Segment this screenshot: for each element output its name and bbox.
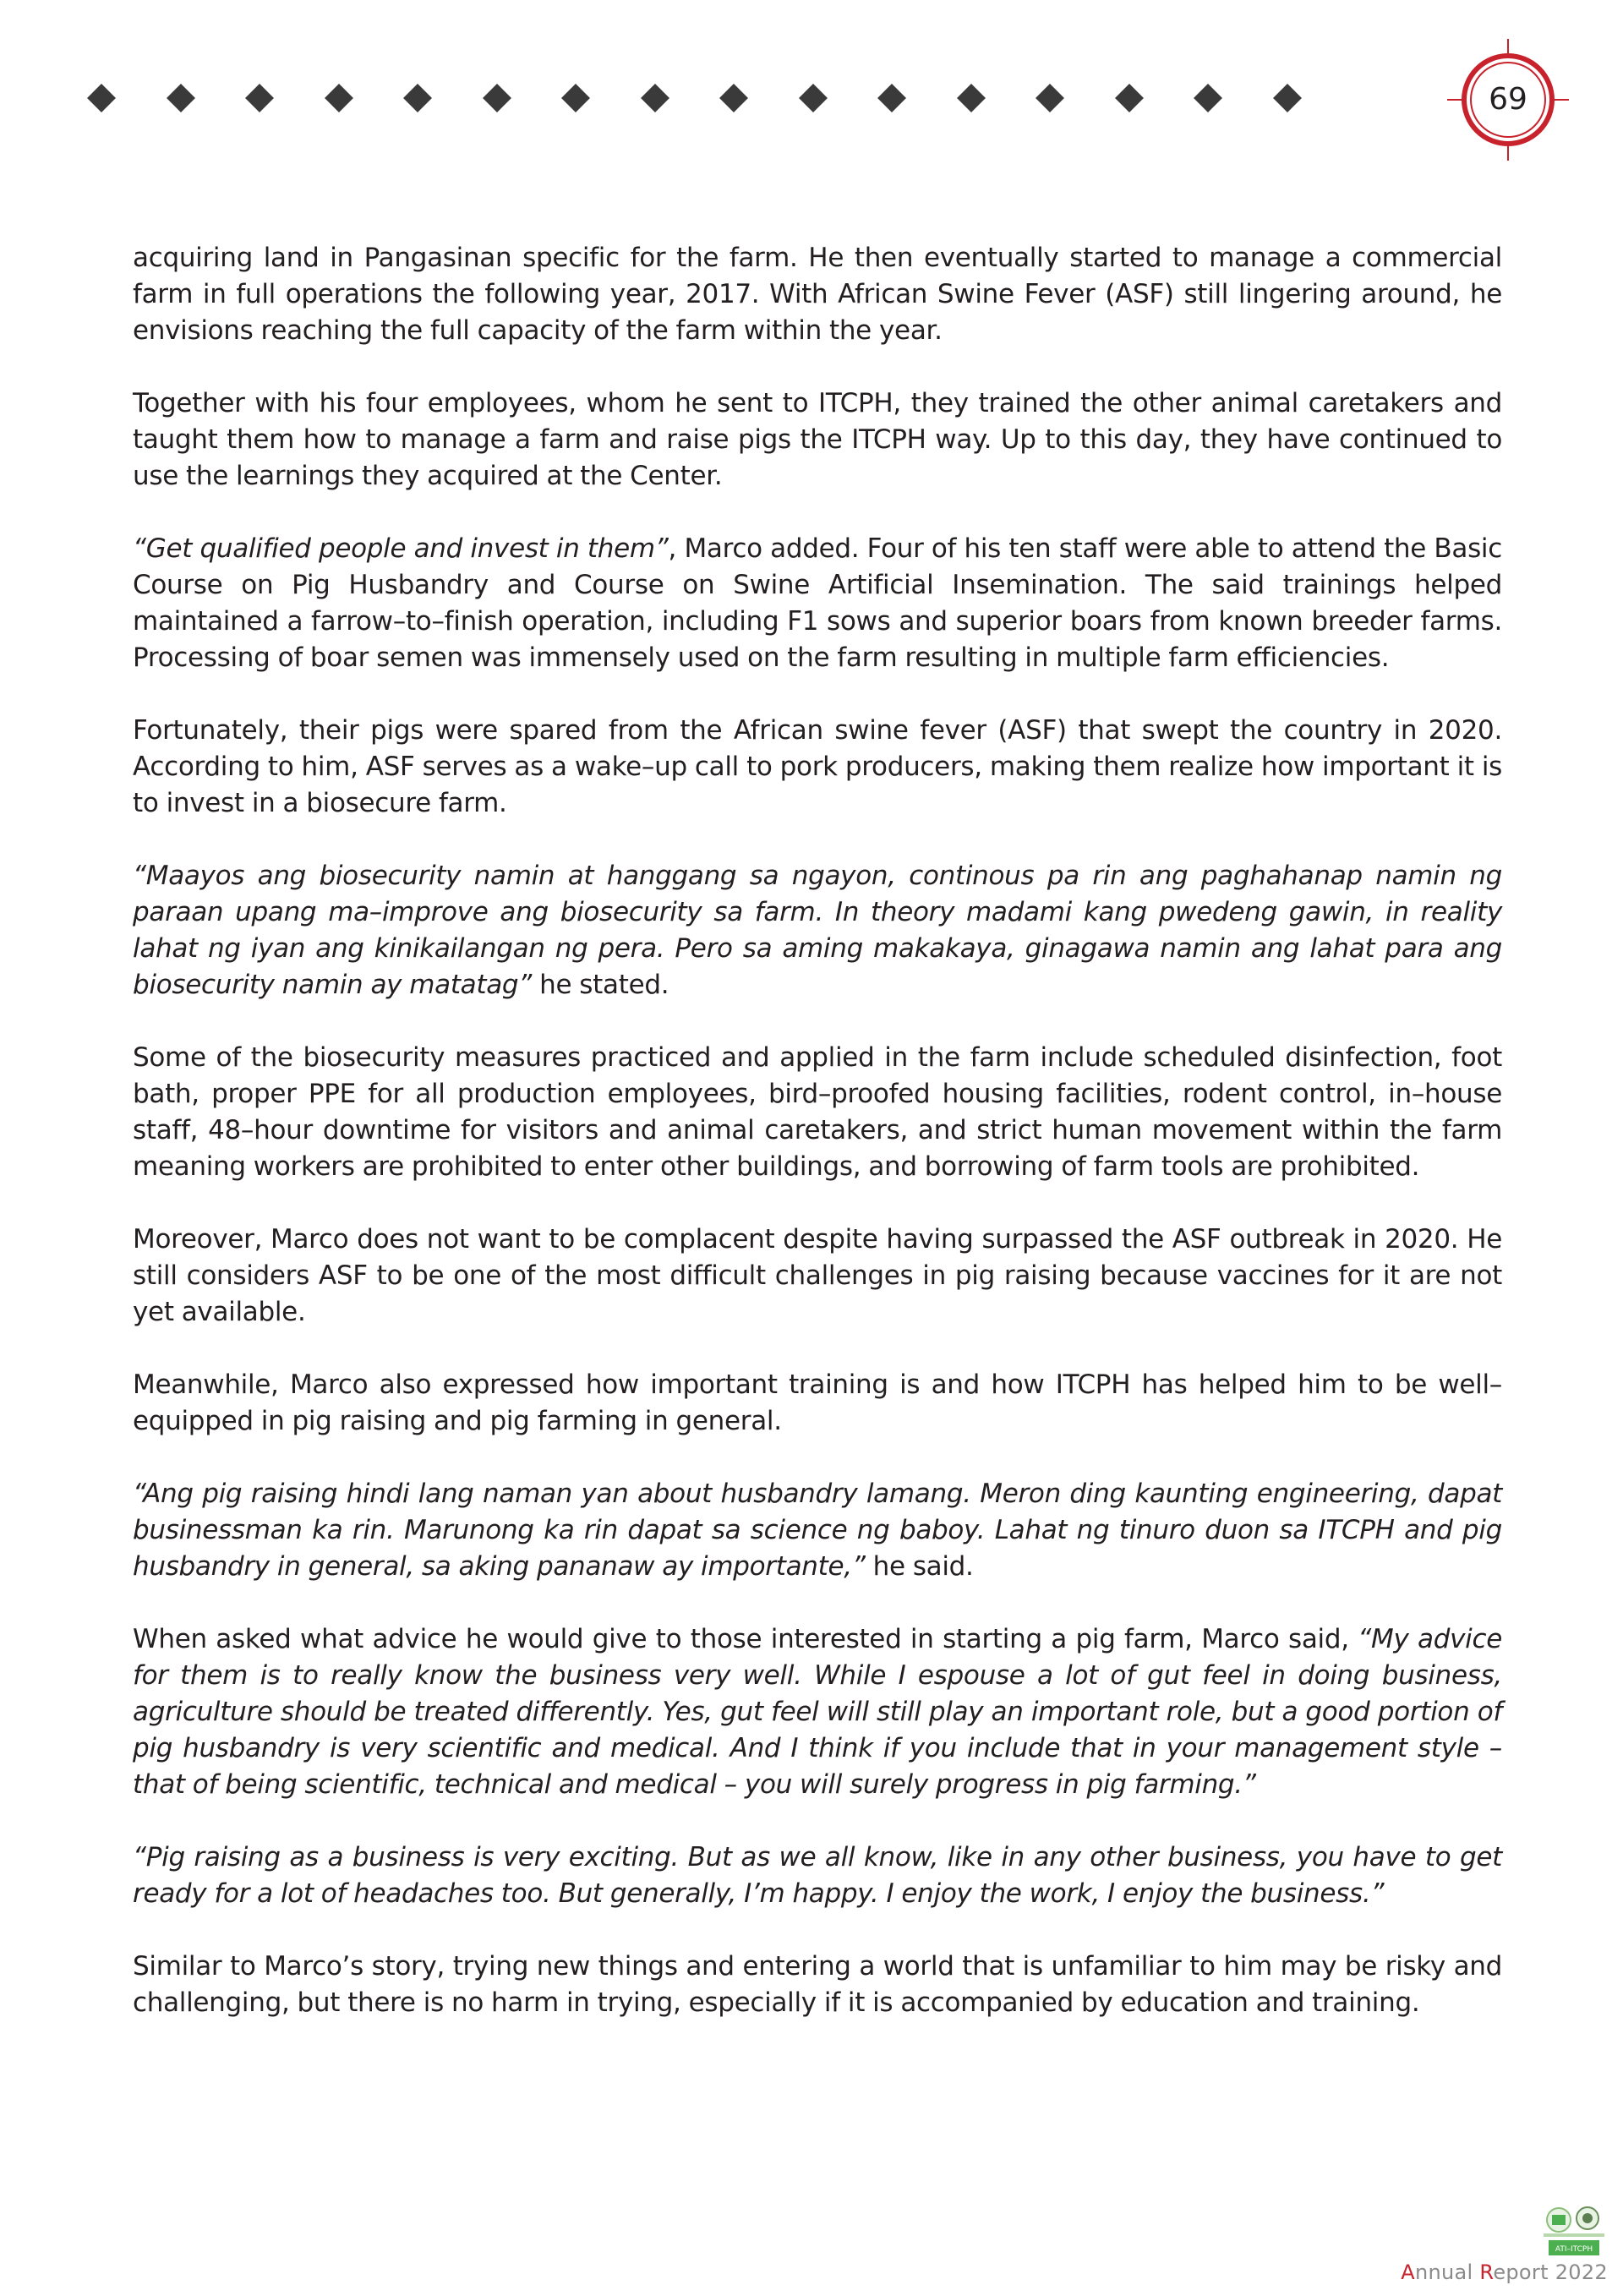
annual-report-label <box>1401 2260 1608 2284</box>
body-paragraph <box>133 385 1502 495</box>
paragraph-text: acquiring land in Pangasinan specific for the farm. He then eventually started to manage a commercial farm in full operations the following year, 2017. With African Swine Fever (ASF) still lingering around, he envisions reaching the full capacity of the farm within the year. <box>133 243 1502 346</box>
header-diamond <box>1115 84 1144 112</box>
page-number-badge <box>1447 39 1569 161</box>
header-diamond <box>403 84 432 112</box>
paragraph-text: Similar to Marco’s story, trying new things and entering a world that is unfamiliar to him may be risky and challenging, but there is no harm in trying, especially if it is accompanied by education and training. <box>133 1951 1502 2018</box>
paragraph-text: he stated. <box>532 970 669 1000</box>
article-body <box>133 240 1502 2021</box>
header-diamond <box>877 84 906 112</box>
header-diamond <box>957 84 986 112</box>
logo-icon <box>1540 2205 1608 2257</box>
quoted-text: “Get qualified people and invest in them” <box>133 533 669 564</box>
body-paragraph <box>133 1367 1502 1440</box>
annual-report-a: A <box>1401 2260 1415 2284</box>
ati-itcph-logo <box>1540 2205 1608 2257</box>
header-diamond <box>1273 84 1302 112</box>
paragraph-text: Some of the biosecurity measures practiced and applied in the farm include scheduled disinfection, foot bath, proper PPE for all production employees, bird–proofed housing facilities, rodent control, in–house staff, 48–hour downtime for visitors and animal caretakers, and strict human movement within the farm meaning workers are prohibited to enter other buildings, and borrowing of farm tools are prohibited. <box>133 1042 1502 1182</box>
paragraph-text: Moreover, Marco does not want to be complacent despite having surpassed the ASF outbreak in 2020. He still considers ASF to be one of the most difficult challenges in pig raising because vaccines for it are not yet available. <box>133 1224 1502 1327</box>
body-paragraph <box>133 858 1502 1003</box>
header-diamond <box>1036 84 1064 112</box>
header-diamond <box>641 84 669 112</box>
header-diamond <box>1194 84 1222 112</box>
quoted-text: “Pig raising as a business is very exciting. But as we all know, like in any other business, you have to get ready for a lot of headaches too. But generally, I’m happy. I enjoy the work, I enjoy the business.” <box>133 1842 1502 1909</box>
paragraph-text: Together with his four employees, whom he sent to ITCPH, they trained the other animal caretakers and taught them how to manage a farm and raise pigs the ITCPH way. Up to this day, they have continued to use the learnings they acquired at the Center. <box>133 388 1502 491</box>
header-diamond <box>167 84 195 112</box>
paragraph-text: , Marco added. Four of his ten staff were able to attend the Basic Course on Pig Husbandry and Course on Swine Artificial Insemination. The said trainings helped maintained a farrow–to–finish operation, including F1 sows and superior boars from known breeder farms. Processing of boar semen was immensely used on the farm resulting in multiple farm efficiencies. <box>133 533 1502 673</box>
logo-label: ATI–ITCPH <box>1555 2245 1593 2254</box>
page-number: 69 <box>1489 82 1527 117</box>
body-paragraph <box>133 1222 1502 1331</box>
header-diamond-row <box>85 81 1302 115</box>
paragraph-text: Fortunately, their pigs were spared from the African swine fever (ASF) that swept the country in 2020. According to him, ASF serves as a wake–up call to pork producers, making them realize how important it is to invest in a biosecure farm. <box>133 715 1502 818</box>
header-diamond <box>561 84 590 112</box>
header-diamond <box>483 84 511 112</box>
quoted-text: “My advice for them is to really know the business very well. While I espouse a lot of gut feel in doing business, agriculture should be treated differently. Yes, gut feel will still play an important role, but a good portion of pig husbandry is very scientific and medical. And I think if you include that in your management style – that of being scientific, technical and medical – you will surely progress in pig farming.” <box>133 1624 1502 1800</box>
body-paragraph <box>133 1040 1502 1185</box>
paragraph-text: When asked what advice he would give to those interested in starting a pig farm, Marco said, <box>133 1624 1358 1654</box>
quoted-text: “Ang pig raising hindi lang naman yan about husbandry lamang. Meron ding kaunting engineering, dapat businessman ka rin. Marunong ka rin dapat sa science ng baboy. Lahat ng tinuro duon sa ITCPH and pig husbandry in general, sa aking pananaw ay importante,” <box>133 1479 1502 1582</box>
quoted-text: “Maayos ang biosecurity namin at hanggang sa ngayon, continous pa rin ang paghahanap namin ng paraan upang ma–improve ang biosecurity sa farm. In theory madami kang pwedeng gawin, in reality lahat ng iyan ang kinikailangan ng pera. Pero sa aming makakaya, ginagawa namin ang lahat para ang biosecurity namin ay matatag” <box>133 861 1502 1000</box>
body-paragraph <box>133 1476 1502 1585</box>
body-paragraph <box>133 713 1502 822</box>
header-diamond <box>245 84 274 112</box>
header-diamond <box>87 84 116 112</box>
body-paragraph <box>133 1840 1502 1912</box>
header-diamond <box>325 84 353 112</box>
annual-report-d: eport 2022 <box>1493 2260 1608 2284</box>
annual-report-b: nnual <box>1414 2260 1480 2284</box>
paragraph-text: Meanwhile, Marco also expressed how important training is and how ITCPH has helped him to be well–equipped in pig raising and pig farming in general. <box>133 1369 1502 1436</box>
header-diamond <box>719 84 748 112</box>
body-paragraph <box>133 1949 1502 2021</box>
header-diamond <box>799 84 828 112</box>
body-paragraph <box>133 1621 1502 1803</box>
body-paragraph <box>133 531 1502 676</box>
body-paragraph <box>133 240 1502 349</box>
paragraph-text: he said. <box>865 1551 974 1582</box>
annual-report-r: R <box>1479 2260 1494 2284</box>
